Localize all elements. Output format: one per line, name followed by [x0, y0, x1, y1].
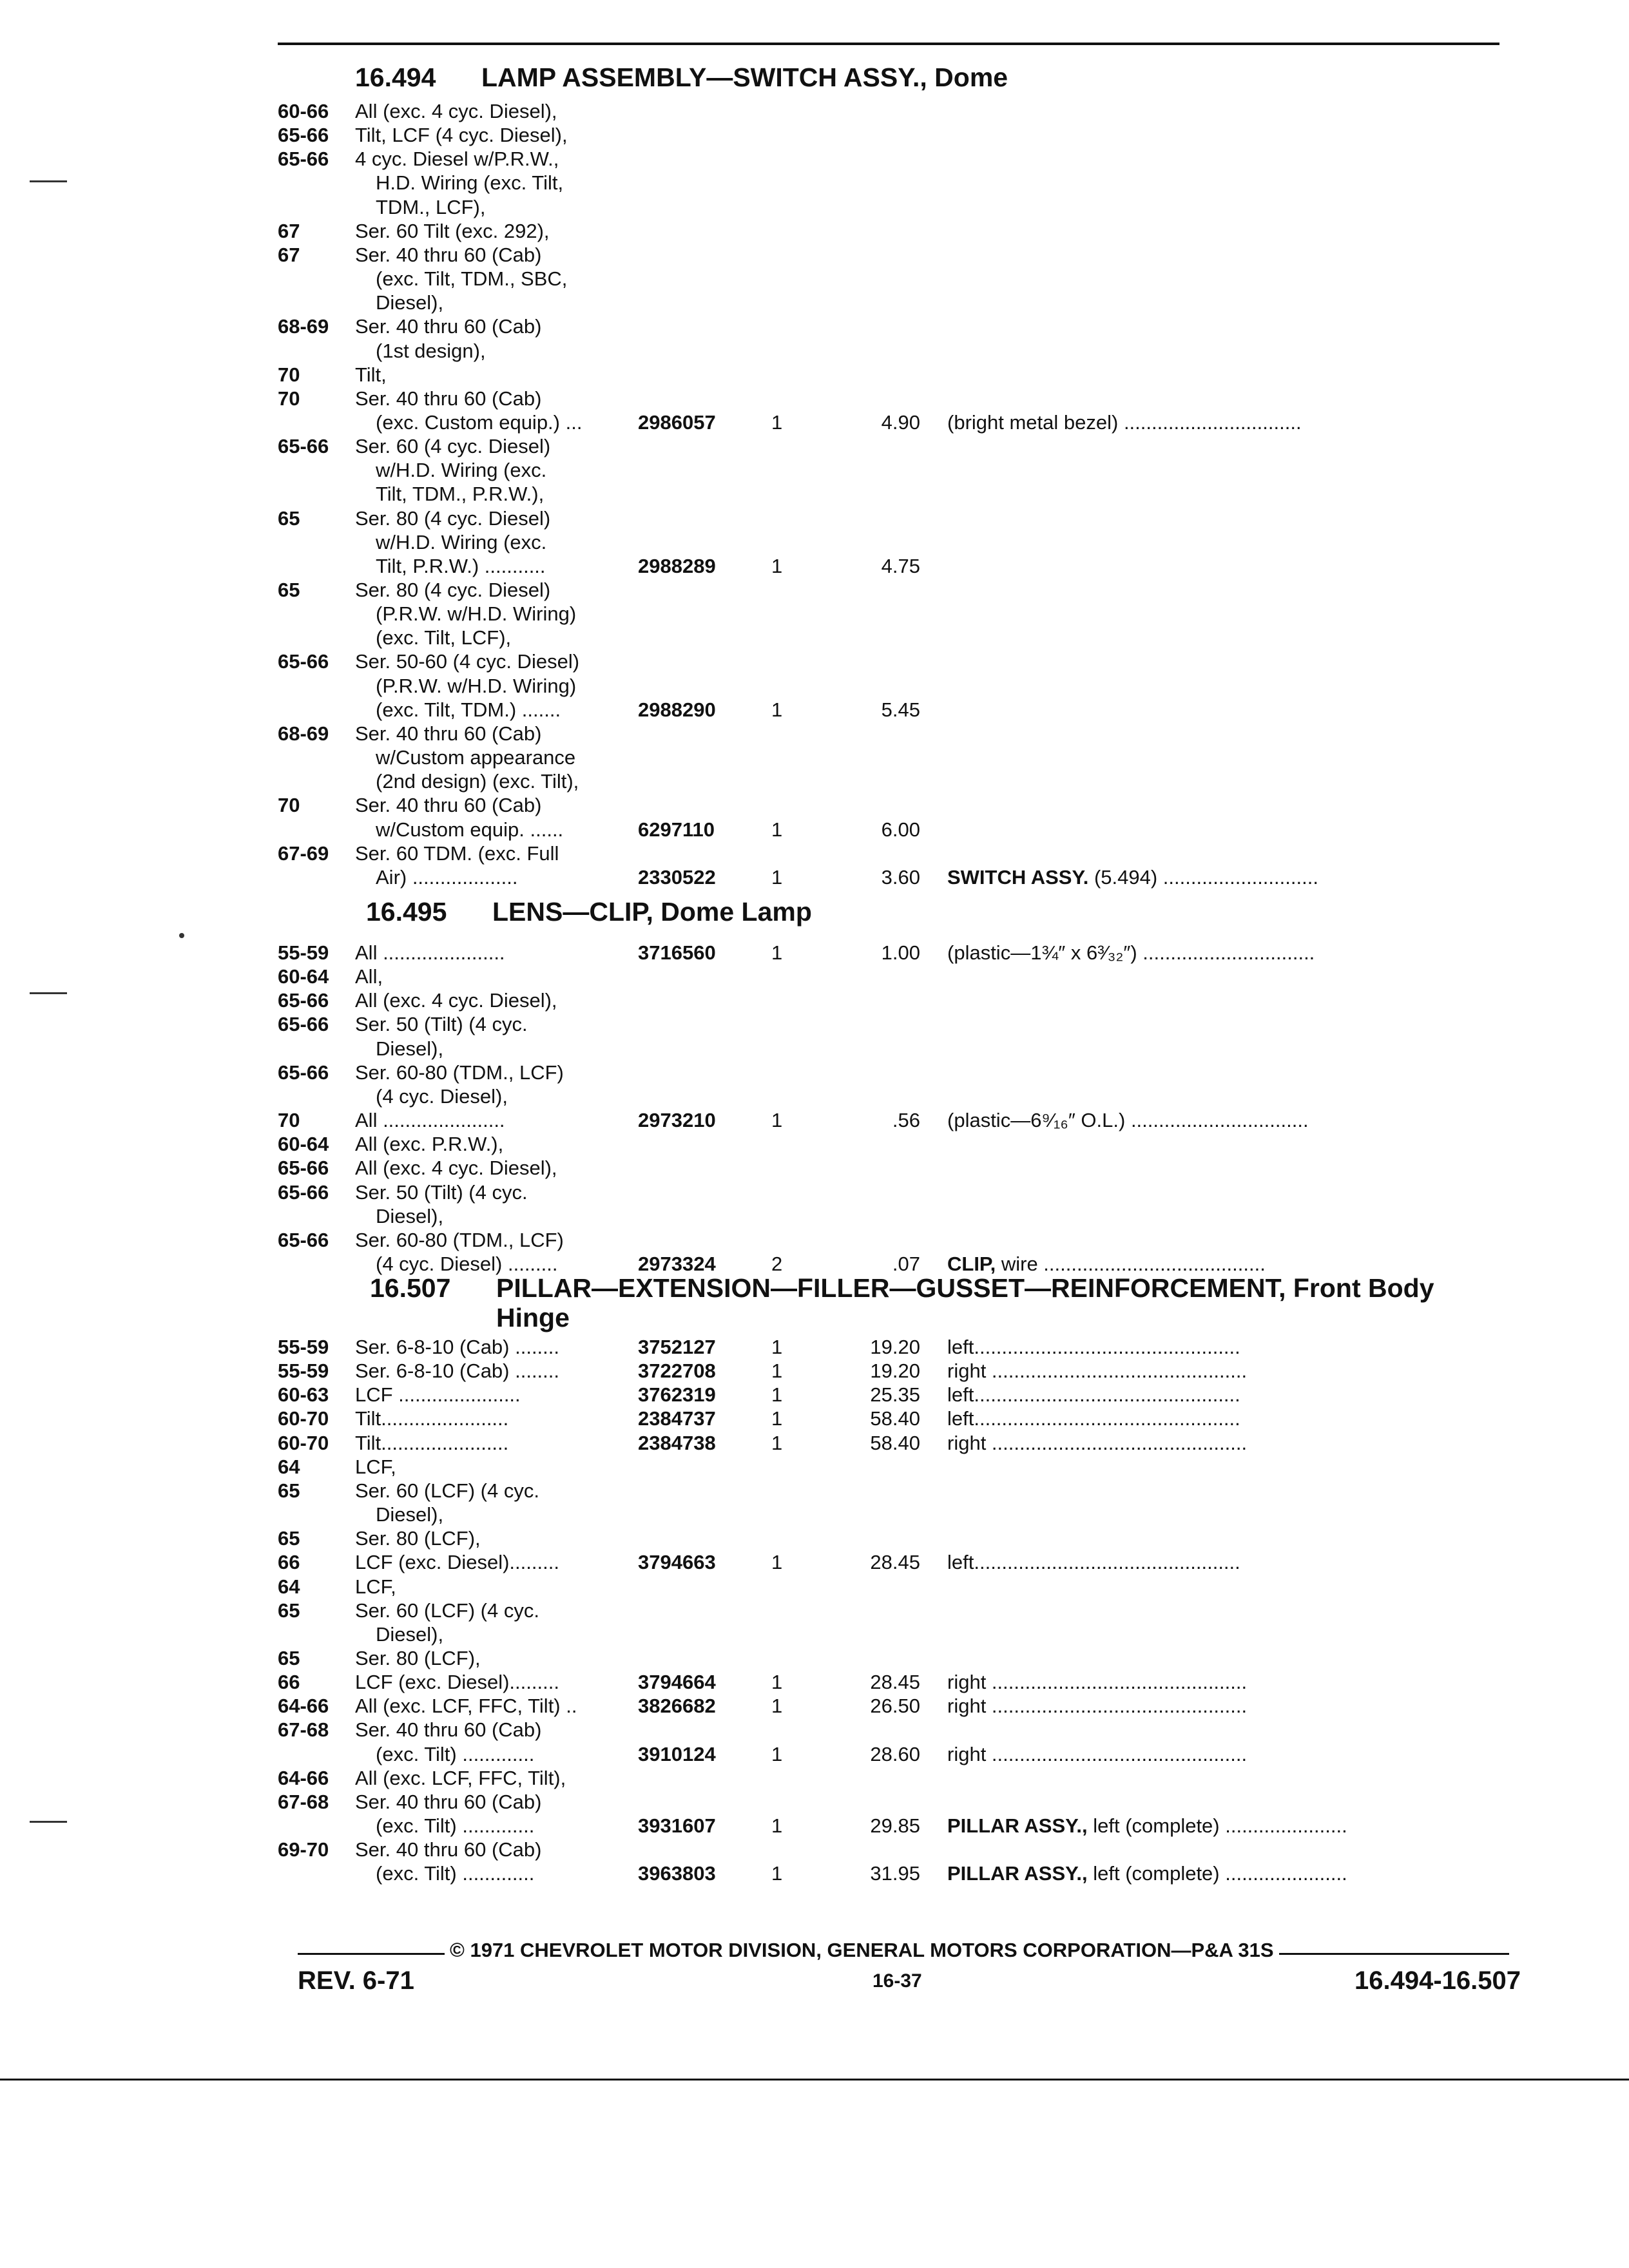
remarks [947, 1407, 1240, 1430]
table-row [0, 1479, 1629, 1503]
table-row [0, 530, 1629, 554]
year-range: 66 [278, 1671, 300, 1693]
remarks [947, 1814, 1347, 1838]
remarks-text: left................................................ [947, 1336, 1240, 1358]
price: 58.40 [870, 1407, 920, 1430]
model-description: Ser. 50 (Tilt) (4 cyc. [355, 1181, 528, 1204]
year-range: 70 [278, 1109, 300, 1131]
part-number: 2988290 [638, 698, 716, 721]
model-description: Ser. 80 (LCF), [355, 1647, 481, 1669]
table-row [0, 554, 1629, 578]
year-range: 65 [278, 1527, 300, 1550]
table-row [0, 1084, 1629, 1108]
year-range: 55-59 [278, 1360, 329, 1382]
table-row [0, 965, 1629, 988]
footer-rule-right [1279, 1953, 1509, 1955]
remarks-bold: SWITCH ASSY. [947, 866, 1089, 889]
quantity: 1 [771, 1109, 783, 1131]
section-heading [366, 897, 812, 927]
year-range: 60-70 [278, 1432, 329, 1454]
table-row [0, 1694, 1629, 1718]
model-description: Ser. 50-60 (4 cyc. Diesel) [355, 650, 580, 673]
quantity: 1 [771, 866, 783, 889]
remarks [947, 1742, 1247, 1766]
section-number: 16.494 [355, 62, 436, 92]
remarks-text: (plastic—6⁹⁄₁₆″ O.L.) ................................ [947, 1109, 1309, 1131]
model-description: Ser. 60 (LCF) (4 cyc. [355, 1479, 539, 1502]
remarks-text: left (complete) ...................... [1087, 1814, 1347, 1837]
model-description: Ser. 60-80 (TDM., LCF) [355, 1229, 564, 1251]
section-heading-continued [496, 1303, 570, 1332]
model-description: Ser. 50 (Tilt) (4 cyc. [355, 1013, 528, 1035]
model-description: w/Custom equip. ...... [376, 818, 564, 841]
model-description: Ser. 60 TDM. (exc. Full [355, 842, 559, 865]
table-row [0, 387, 1629, 410]
table-row [0, 171, 1629, 195]
year-range: 65 [278, 1479, 300, 1502]
remarks [947, 1861, 1347, 1885]
year-range: 70 [278, 794, 300, 816]
remarks [947, 1431, 1247, 1455]
table-row [0, 1503, 1629, 1526]
year-range: 64 [278, 1575, 300, 1598]
quantity: 1 [771, 1814, 783, 1837]
year-range: 68-69 [278, 315, 329, 338]
section-title: PILLAR—EXTENSION—FILLER—GUSSET—REINFORCEMENT, Front Body [496, 1273, 1434, 1303]
year-range: 60-64 [278, 1133, 329, 1155]
table-row [0, 123, 1629, 147]
table-row [0, 674, 1629, 698]
model-description: Diesel), [376, 1503, 444, 1526]
table-row [0, 793, 1629, 817]
model-description: All (exc. 4 cyc. Diesel), [355, 1157, 557, 1179]
table-row [0, 1108, 1629, 1132]
model-description: Ser. 60 (LCF) (4 cyc. [355, 1599, 539, 1622]
price: 58.40 [870, 1432, 920, 1454]
part-number: 3722708 [638, 1360, 716, 1382]
model-description: TDM., LCF), [376, 196, 486, 218]
model-description: (exc. Custom equip.) ... [376, 411, 583, 434]
table-row [0, 941, 1629, 965]
year-range: 65-66 [278, 1013, 329, 1035]
quantity: 2 [771, 1253, 783, 1275]
model-description: Tilt, [355, 363, 387, 386]
year-range: 69-70 [278, 1838, 329, 1861]
table-row [0, 1550, 1629, 1574]
quantity: 1 [771, 1336, 783, 1358]
table-row [0, 243, 1629, 267]
footer-rule-left [298, 1953, 445, 1955]
table-row [0, 506, 1629, 530]
model-description: Ser. 40 thru 60 (Cab) [355, 1838, 542, 1861]
price: .07 [892, 1253, 920, 1275]
price: 29.85 [870, 1814, 920, 1837]
table-row [0, 841, 1629, 865]
copyright-text: © 1971 CHEVROLET MOTOR DIVISION, GENERAL MOTORS CORPORATION—P&A 31S [450, 1939, 1274, 1961]
model-description: All (exc. 4 cyc. Diesel), [355, 989, 557, 1012]
table-row [0, 434, 1629, 458]
model-description: (4 cyc. Diesel), [376, 1085, 508, 1108]
model-description: Ser. 40 thru 60 (Cab) [355, 1718, 542, 1741]
remarks-text: left................................................ [947, 1551, 1240, 1573]
quantity: 1 [771, 1383, 783, 1406]
remarks-text: (5.494) ............................ [1088, 866, 1318, 889]
remarks-text: right .............................................. [947, 1360, 1248, 1382]
model-description: LCF (exc. Diesel)......... [355, 1671, 559, 1693]
year-range: 65 [278, 507, 300, 530]
remarks-bold: PILLAR ASSY., [947, 1862, 1088, 1885]
quantity: 1 [771, 1360, 783, 1382]
model-description: w/H.D. Wiring (exc. [376, 531, 547, 553]
table-row [0, 1252, 1629, 1276]
year-range: 67-68 [278, 1791, 329, 1813]
model-description: (exc. Tilt) ............. [376, 1814, 535, 1837]
remarks-text: right .............................................. [947, 1671, 1248, 1693]
part-number: 3716560 [638, 941, 716, 964]
price: .56 [892, 1109, 920, 1131]
model-description: (exc. Tilt, LCF), [376, 626, 512, 649]
price: 28.60 [870, 1743, 920, 1765]
model-description: Ser. 80 (4 cyc. Diesel) [355, 507, 551, 530]
remarks-bold: CLIP, [947, 1253, 996, 1275]
model-description: (2nd design) (exc. Tilt), [376, 770, 579, 793]
table-row [0, 818, 1629, 841]
copyright-line [298, 1939, 1509, 1962]
model-description: (exc. Tilt) ............. [376, 1743, 535, 1765]
model-description: Diesel), [376, 1623, 444, 1646]
year-range: 55-59 [278, 941, 329, 964]
table-row [0, 626, 1629, 649]
section-heading [370, 1273, 1434, 1303]
table-row [0, 578, 1629, 602]
table-row [0, 1132, 1629, 1156]
table-row [0, 1204, 1629, 1228]
table-row [0, 1646, 1629, 1670]
section-number: 16.507 [370, 1273, 451, 1303]
price: 4.75 [881, 555, 920, 577]
model-description: Air) ................... [376, 866, 518, 889]
table-row [0, 1455, 1629, 1479]
year-range: 65-66 [278, 989, 329, 1012]
part-number: 3794663 [638, 1551, 716, 1573]
model-description: Ser. 6-8-10 (Cab) ........ [355, 1360, 560, 1382]
quantity: 1 [771, 1743, 783, 1765]
year-range: 65-66 [278, 148, 329, 170]
table-row [0, 1431, 1629, 1455]
table-row [0, 482, 1629, 506]
model-description: LCF (exc. Diesel)......... [355, 1551, 559, 1573]
bottom-rule [0, 2079, 1629, 2081]
year-range: 65-66 [278, 1181, 329, 1204]
table-row [0, 99, 1629, 123]
table-row [0, 1156, 1629, 1180]
price: 1.00 [881, 941, 920, 964]
part-number: 2973210 [638, 1109, 716, 1131]
model-description: Ser. 80 (4 cyc. Diesel) [355, 579, 551, 601]
quantity: 1 [771, 555, 783, 577]
price: 5.45 [881, 698, 920, 721]
table-row [0, 649, 1629, 673]
section-number: 16.495 [366, 897, 447, 927]
model-description: All ...................... [355, 941, 505, 964]
quantity: 1 [771, 941, 783, 964]
remarks [947, 1670, 1247, 1694]
table-row [0, 1599, 1629, 1622]
part-number: 2330522 [638, 866, 716, 889]
table-row [0, 1718, 1629, 1742]
model-description: Ser. 6-8-10 (Cab) ........ [355, 1336, 560, 1358]
year-range: 65 [278, 579, 300, 601]
year-range: 60-64 [278, 965, 329, 988]
table-row [0, 988, 1629, 1012]
model-description: LCF, [355, 1575, 396, 1598]
table-row [0, 745, 1629, 769]
model-description: Tilt, LCF (4 cyc. Diesel), [355, 124, 568, 146]
remarks [947, 410, 1302, 434]
part-number: 3963803 [638, 1862, 716, 1885]
model-description: All (exc. LCF, FFC, Tilt) .. [355, 1695, 577, 1717]
top-rule [278, 43, 1499, 45]
model-description: All ...................... [355, 1109, 505, 1131]
year-range: 67 [278, 220, 300, 242]
year-range: 60-66 [278, 100, 329, 122]
remarks [947, 1335, 1240, 1359]
year-range: 67 [278, 244, 300, 266]
table-row [0, 339, 1629, 363]
model-description: LCF, [355, 1456, 396, 1478]
remarks [947, 1108, 1309, 1132]
margin-dot [179, 933, 184, 938]
year-range: 65-66 [278, 124, 329, 146]
remarks-text: left (complete) ...................... [1087, 1862, 1347, 1885]
price: 28.45 [870, 1551, 920, 1573]
model-description: w/H.D. Wiring (exc. [376, 459, 547, 481]
year-range: 67-68 [278, 1718, 329, 1741]
year-range: 64-66 [278, 1767, 329, 1789]
quantity: 1 [771, 818, 783, 841]
table-row [0, 1407, 1629, 1430]
page-number: 16-37 [872, 1970, 922, 1992]
model-description: Tilt....................... [355, 1432, 509, 1454]
model-description: Diesel), [376, 1037, 444, 1060]
price: 31.95 [870, 1862, 920, 1885]
table-row [0, 195, 1629, 219]
year-range: 64 [278, 1456, 300, 1478]
table-row [0, 1575, 1629, 1599]
part-number: 3794664 [638, 1671, 716, 1693]
model-description: Ser. 60-80 (TDM., LCF) [355, 1061, 564, 1084]
year-range: 65-66 [278, 1229, 329, 1251]
part-number: 2973324 [638, 1253, 716, 1275]
model-description: All (exc. LCF, FFC, Tilt), [355, 1767, 566, 1789]
quantity: 1 [771, 1862, 783, 1885]
model-description: (exc. Tilt) ............. [376, 1862, 535, 1885]
year-range: 65-66 [278, 1157, 329, 1179]
part-number: 3910124 [638, 1743, 716, 1765]
year-range: 66 [278, 1551, 300, 1573]
part-number: 2384738 [638, 1432, 716, 1454]
model-description: (1st design), [376, 340, 486, 362]
model-description: Ser. 40 thru 60 (Cab) [355, 722, 542, 745]
table-row [0, 1359, 1629, 1383]
price: 28.45 [870, 1671, 920, 1693]
table-row [0, 1814, 1629, 1838]
price: 25.35 [870, 1383, 920, 1406]
year-range: 65 [278, 1647, 300, 1669]
model-description: Tilt, P.R.W.) ........... [376, 555, 546, 577]
quantity: 1 [771, 698, 783, 721]
remarks-text: left................................................ [947, 1407, 1240, 1430]
part-number: 3762319 [638, 1383, 716, 1406]
table-row [0, 1742, 1629, 1766]
remarks [947, 1359, 1247, 1383]
part-number: 3931607 [638, 1814, 716, 1837]
model-description: All (exc. 4 cyc. Diesel), [355, 100, 557, 122]
table-row [0, 769, 1629, 793]
quantity: 1 [771, 1432, 783, 1454]
table-row [0, 1383, 1629, 1407]
part-number: 3752127 [638, 1336, 716, 1358]
page-range: 16.494-16.507 [1354, 1966, 1521, 1995]
model-description: Ser. 60 (4 cyc. Diesel) [355, 435, 551, 457]
table-row [0, 458, 1629, 482]
model-description: All, [355, 965, 383, 988]
year-range: 55-59 [278, 1336, 329, 1358]
table-row [0, 1228, 1629, 1252]
model-description: Ser. 40 thru 60 (Cab) [355, 387, 542, 410]
remarks [947, 1694, 1247, 1718]
year-range: 65 [278, 1599, 300, 1622]
quantity: 1 [771, 1407, 783, 1430]
section-title: LAMP ASSEMBLY—SWITCH ASSY., Dome [481, 62, 1008, 92]
remarks [947, 1550, 1240, 1574]
quantity: 1 [771, 1695, 783, 1717]
model-description: 4 cyc. Diesel w/P.R.W., [355, 148, 559, 170]
table-row [0, 267, 1629, 291]
model-description: Diesel), [376, 291, 444, 314]
model-description: Ser. 40 thru 60 (Cab) [355, 244, 542, 266]
table-row [0, 602, 1629, 626]
remarks-bold: PILLAR ASSY., [947, 1814, 1088, 1837]
table-row [0, 291, 1629, 314]
year-range: 70 [278, 387, 300, 410]
table-row [0, 1790, 1629, 1814]
table-row [0, 1838, 1629, 1861]
model-description: Ser. 40 thru 60 (Cab) [355, 794, 542, 816]
year-range: 65-66 [278, 435, 329, 457]
model-description: w/Custom appearance [376, 746, 576, 769]
table-row [0, 1037, 1629, 1061]
table-row [0, 1526, 1629, 1550]
part-number: 6297110 [638, 818, 715, 841]
model-description: Diesel), [376, 1205, 444, 1227]
price: 26.50 [870, 1695, 920, 1717]
table-row [0, 722, 1629, 745]
price: 4.90 [881, 411, 920, 434]
section-title-line2: Hinge [496, 1303, 570, 1332]
model-description: Ser. 40 thru 60 (Cab) [355, 1791, 542, 1813]
price: 3.60 [881, 866, 920, 889]
model-description: (exc. Tilt, TDM.) ....... [376, 698, 561, 721]
table-row [0, 363, 1629, 387]
year-range: 64-66 [278, 1695, 329, 1717]
model-description: Ser. 80 (LCF), [355, 1527, 481, 1550]
year-range: 65-66 [278, 650, 329, 673]
part-number: 2988289 [638, 555, 716, 577]
table-row [0, 1766, 1629, 1790]
section-heading [355, 62, 1008, 92]
remarks-text: (plastic—1¾″ x 6³⁄₃₂″) ............................... [947, 941, 1315, 964]
remarks-text: left................................................ [947, 1383, 1240, 1406]
remarks-text: right .............................................. [947, 1743, 1248, 1765]
part-number: 2384737 [638, 1407, 716, 1430]
table-row [0, 410, 1629, 434]
price: 19.20 [870, 1360, 920, 1382]
quantity: 1 [771, 1671, 783, 1693]
remarks-text: wire ........................................ [996, 1253, 1266, 1275]
quantity: 1 [771, 411, 783, 434]
table-row [0, 1180, 1629, 1204]
model-description: LCF ...................... [355, 1383, 521, 1406]
model-description: All (exc. P.R.W.), [355, 1133, 504, 1155]
year-range: 60-70 [278, 1407, 329, 1430]
model-description: Ser. 40 thru 60 (Cab) [355, 315, 542, 338]
table-row [0, 1012, 1629, 1036]
table-row [0, 314, 1629, 338]
remarks [947, 941, 1315, 965]
table-row [0, 219, 1629, 243]
model-description: Tilt, TDM., P.R.W.), [376, 483, 545, 505]
table-row [0, 1861, 1629, 1885]
part-number: 3826682 [638, 1695, 716, 1717]
table-row [0, 1622, 1629, 1646]
remarks-text: right .............................................. [947, 1695, 1248, 1717]
year-range: 60-63 [278, 1383, 329, 1406]
table-row [0, 1335, 1629, 1359]
table-row [0, 1061, 1629, 1084]
price: 6.00 [881, 818, 920, 841]
model-description: (P.R.W. w/H.D. Wiring) [376, 675, 577, 697]
remarks-text: (bright metal bezel) ................................ [947, 411, 1302, 434]
table-row [0, 147, 1629, 171]
table-row [0, 1670, 1629, 1694]
remarks [947, 865, 1318, 889]
model-description: Ser. 60 Tilt (exc. 292), [355, 220, 550, 242]
section-title: LENS—CLIP, Dome Lamp [492, 897, 812, 927]
remarks [947, 1252, 1266, 1276]
price: 19.20 [870, 1336, 920, 1358]
model-description: (4 cyc. Diesel) ......... [376, 1253, 558, 1275]
year-range: 67-69 [278, 842, 329, 865]
year-range: 65-66 [278, 1061, 329, 1084]
remarks-text: right .............................................. [947, 1432, 1248, 1454]
model-description: (P.R.W. w/H.D. Wiring) [376, 602, 577, 625]
table-row [0, 865, 1629, 889]
year-range: 70 [278, 363, 300, 386]
model-description: (exc. Tilt, TDM., SBC, [376, 267, 568, 290]
remarks [947, 1383, 1240, 1407]
quantity: 1 [771, 1551, 783, 1573]
revision-label: REV. 6-71 [298, 1966, 414, 1995]
year-range: 68-69 [278, 722, 329, 745]
table-row [0, 698, 1629, 722]
model-description: Tilt....................... [355, 1407, 509, 1430]
part-number: 2986057 [638, 411, 716, 434]
model-description: H.D. Wiring (exc. Tilt, [376, 171, 564, 194]
